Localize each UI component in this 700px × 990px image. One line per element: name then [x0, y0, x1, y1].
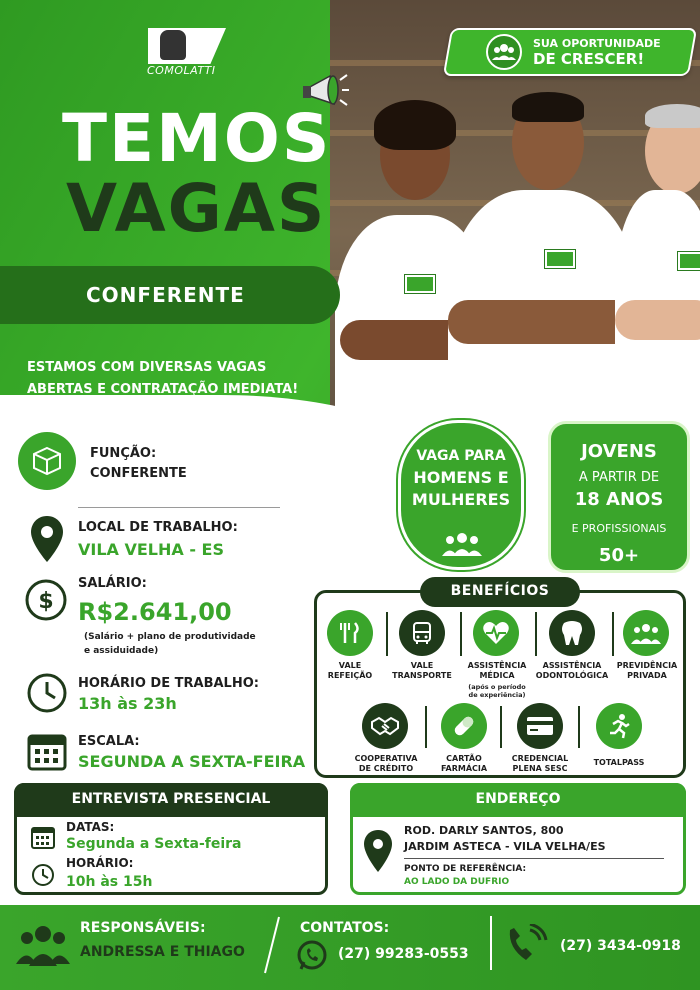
clock-icon	[30, 862, 56, 888]
benefits-title: BENEFÍCIOS	[450, 583, 550, 599]
bus-icon	[399, 610, 445, 656]
clock-icon	[26, 672, 68, 714]
funcao-label: FUNÇÃO:	[90, 446, 157, 461]
horario-value: 13h às 23h	[78, 694, 177, 713]
divider	[425, 706, 427, 748]
interview-dates-value: Segunda a Sexta-feira	[66, 836, 242, 852]
opportunity-line1: SUA OPORTUNIDADE	[533, 37, 661, 50]
reference-label: PONTO DE REFERÊNCIA:	[404, 864, 527, 874]
reference-value: AO LADO DA DUFRIO	[404, 877, 510, 887]
divider	[490, 916, 492, 970]
interview-time-value: 10h às 15h	[66, 874, 153, 890]
headline-temos: TEMOS	[62, 100, 332, 177]
contatos-label: CONTATOS:	[300, 920, 390, 936]
divider	[404, 858, 664, 859]
age-line3: 18 ANOS	[574, 489, 664, 510]
interview-time-label: HORÁRIO:	[66, 856, 134, 870]
salario-label: SALÁRIO:	[78, 576, 147, 591]
benefit-label-2: VALE TRANSPORTE	[392, 661, 452, 680]
group-icon	[623, 610, 669, 656]
age-line2: A PARTIR DE	[578, 470, 660, 485]
escala-label: ESCALA:	[78, 734, 140, 749]
divider	[612, 612, 614, 656]
slash-divider	[262, 915, 282, 975]
responsaveis-label: RESPONSÁVEIS:	[80, 920, 206, 936]
divider	[460, 612, 462, 656]
interview-dates-label: DATAS:	[66, 820, 115, 834]
intro-text-line1: ESTAMOS COM DIVERSAS VAGAS	[27, 360, 267, 375]
benefit-label-3: ASSISTÊNCIA MÉDICA	[467, 661, 527, 680]
phone-number[interactable]: (27) 3434-0918	[560, 938, 681, 954]
dog-logo-icon	[160, 30, 186, 60]
benefit-label-9: TOTALPASS	[593, 758, 645, 767]
benefit-label-8: CREDENCIAL PLENA SESC	[511, 754, 569, 773]
divider	[578, 706, 580, 748]
tooth-icon	[549, 610, 595, 656]
phone-icon	[504, 924, 548, 966]
location-pin-icon	[362, 828, 394, 874]
calendar-icon	[26, 730, 68, 772]
gender-line2: HOMENS E	[413, 468, 509, 487]
age-line1: JOVENS	[581, 441, 657, 462]
interview-title: ENTREVISTA PRESENCIAL	[71, 791, 271, 807]
brand-name: COMOLATTI	[147, 64, 216, 77]
divider	[386, 612, 388, 656]
funcao-value: CONFERENTE	[90, 466, 187, 481]
divider	[500, 706, 502, 748]
benefit-label-6: COOPERATIVA DE CRÉDITO	[354, 754, 418, 773]
salario-note-line1: (Salário + plano de produtividade	[84, 632, 256, 642]
group-icon	[486, 34, 522, 70]
location-pin-icon	[28, 514, 66, 564]
benefit-label-4: ASSISTÊNCIA ODONTOLÓGICA	[535, 661, 609, 680]
role-title: CONFERENTE	[86, 283, 245, 307]
salario-note-line2: e assiduidade)	[84, 646, 159, 656]
people-icon	[440, 530, 484, 558]
horario-label: HORÁRIO DE TRABALHO:	[78, 676, 259, 691]
gender-badge-text	[398, 445, 524, 511]
svg-text:$: $	[38, 589, 54, 614]
benefit-note-3: (após o período de experiência)	[468, 683, 526, 699]
benefit-label-1: VALE REFEIÇÃO	[327, 661, 373, 680]
benefit-label-5: PREVIDÊNCIA PRIVADA	[616, 661, 678, 680]
address-line1: ROD. DARLY SANTOS, 800	[404, 824, 564, 837]
headline-vagas: VAGAS	[66, 170, 327, 247]
age-line4: E PROFISSIONAIS	[571, 522, 667, 535]
cutlery-icon	[327, 610, 373, 656]
gender-line1: VAGA PARA	[416, 448, 506, 464]
dollar-icon	[24, 578, 68, 622]
opportunity-line2: DE CRESCER!	[533, 50, 645, 68]
card-icon	[517, 703, 563, 749]
running-icon	[596, 703, 642, 749]
divider	[535, 612, 537, 656]
whatsapp-icon	[296, 940, 328, 972]
responsaveis-value: ANDRESSA E THIAGO	[80, 944, 245, 960]
local-label: LOCAL DE TRABALHO:	[78, 520, 238, 535]
pill-icon	[441, 703, 487, 749]
heart-pulse-icon	[473, 610, 519, 656]
intro-text-line2: ABERTAS E CONTRATAÇÃO IMEDIATA!	[27, 382, 299, 397]
handshake-icon	[362, 703, 408, 749]
people-icon	[16, 922, 70, 968]
calendar-icon	[30, 824, 56, 850]
gender-line3: MULHERES	[411, 490, 511, 509]
box-icon	[18, 432, 76, 490]
escala-value: SEGUNDA A SEXTA-FEIRA	[78, 752, 306, 771]
divider	[78, 507, 280, 508]
address-title: ENDEREÇO	[475, 791, 561, 807]
local-value: VILA VELHA - ES	[78, 540, 224, 559]
age-line5: 50+	[598, 545, 640, 566]
address-line2: JARDIM ASTECA - VILA VELHA/ES	[404, 840, 606, 853]
benefit-label-7: CARTÃO FARMÁCIA	[440, 754, 488, 773]
salario-value: R$2.641,00	[78, 598, 232, 626]
whatsapp-number[interactable]: (27) 99283-0553	[338, 946, 469, 962]
